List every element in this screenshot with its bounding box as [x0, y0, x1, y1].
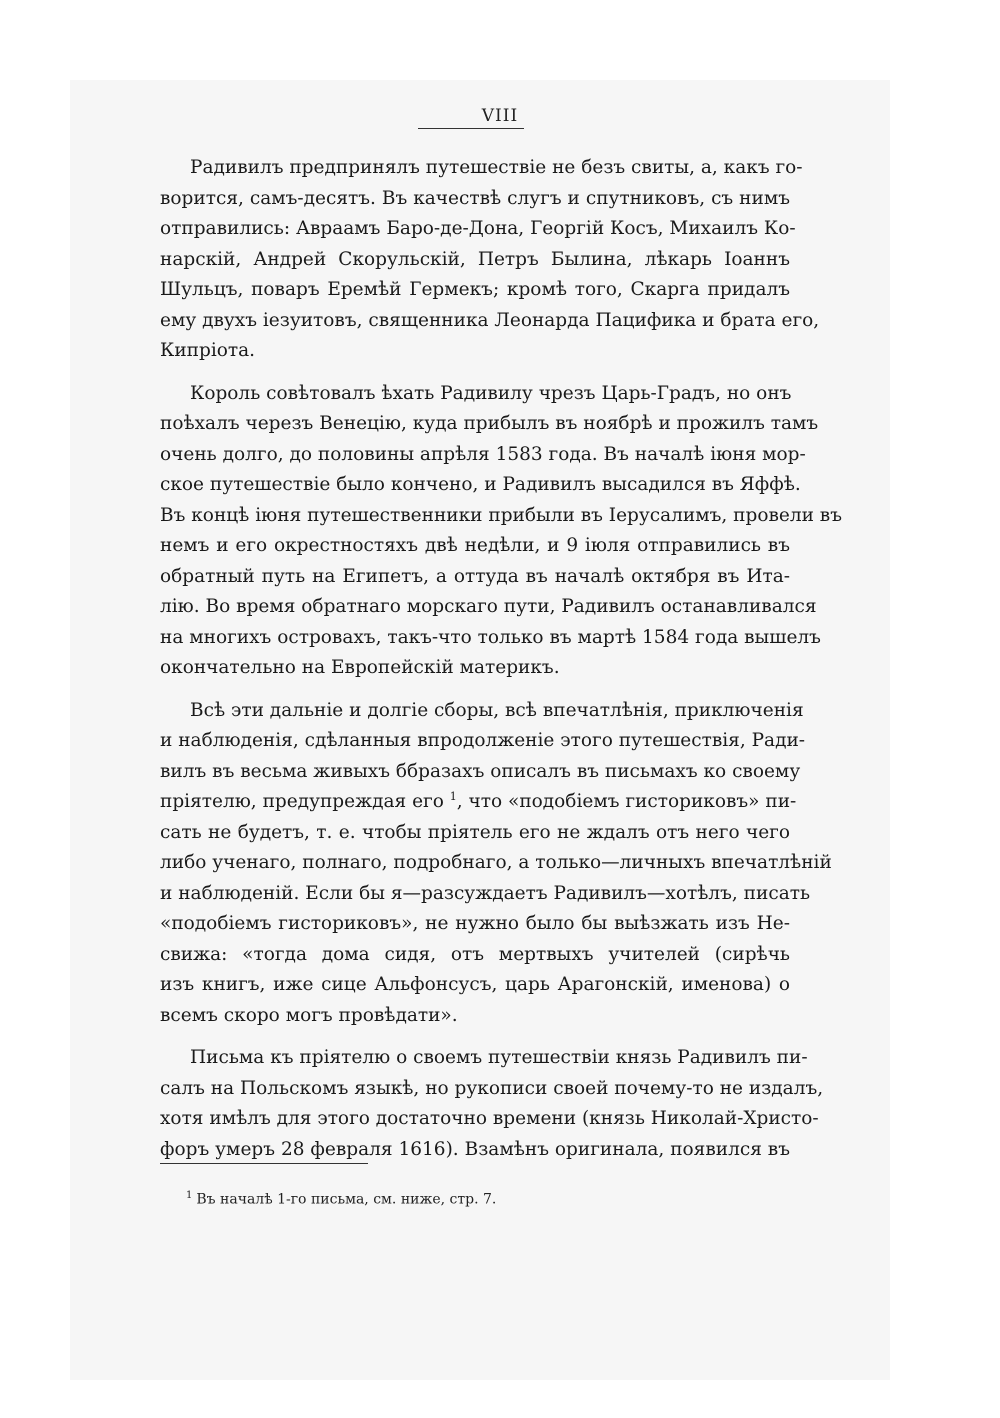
footnote-rule [160, 1163, 368, 1164]
text-line: вилъ въ весьма живыхъ ббразахъ описалъ въ письмахъ ко своему [160, 760, 801, 782]
text-line: Въ концѣ іюня путешественники прибыли въ Іерусалимъ, провели въ [160, 504, 842, 526]
text-line: отправились: Авраамъ Баро-де-Дона, Георгій Косъ, Михаилъ Ко- [160, 218, 796, 239]
paragraph-3 [160, 696, 832, 1032]
footnote [186, 1190, 496, 1208]
footnote-mark: 1 [186, 1190, 193, 1201]
text-line: обратный путь на Египетъ, а оттуда въ началѣ октября въ Ита- [160, 565, 790, 587]
text-line: либо ученаго, полнаго, подробнаго, а только—личныхъ впечатлѣній [160, 852, 832, 873]
text-line: и наблюденія, сдѣланныя впродолженіе этого путешествія, Ради- [160, 730, 806, 751]
text-line: форъ умеръ 28 февраля 1616). Взамѣнъ оригинала, появился въ [160, 1138, 790, 1160]
footnote-reference[interactable]: 1 [449, 789, 457, 803]
text-line: лію. Во время обратнаго морскаго пути, Радивилъ останавливался [160, 596, 817, 617]
paragraph-2 [160, 379, 842, 684]
text-line: и наблюденій. Если бы я—разсуждаетъ Радивилъ—хотѣлъ, писать [160, 882, 811, 904]
text-line: ское путешествіе было кончено, и Радивилъ высадился въ Яффѣ. [160, 474, 801, 495]
text-line: очень долго, до половины апрѣля 1583 года. Въ началѣ іюня мор- [160, 443, 806, 465]
body-text [160, 153, 842, 1165]
text-line: поѣхалъ черезъ Венецію, куда прибылъ въ ноябрѣ и прожилъ тамъ [160, 413, 819, 434]
text-line: ему двухъ іезуитовъ, священника Леонарда Пацифика и брата его, [160, 309, 820, 331]
text-line: нарскій, Андрей Скорульскій, Петръ Былина, лѣкарь Іоаннъ [160, 248, 790, 270]
footnote-text: Въ началѣ 1-го письма, см. ниже, стр. 7. [196, 1191, 497, 1208]
text-line: Кипріота. [160, 340, 256, 361]
paragraph-4 [160, 1043, 824, 1165]
text-line: всемъ скоро могъ провѣдати». [160, 1004, 458, 1026]
text-line: свижа: «тогда дома сидя, отъ мертвыхъ учителей (сирѣчь [160, 943, 790, 965]
text-fragment: , что «подобіемъ гисториковъ» пи- [456, 791, 797, 812]
text-line: на многихъ островахъ, такъ-что только въ мартѣ 1584 года вышелъ [160, 626, 821, 648]
text-line: ворится, самъ-десятъ. Въ качествѣ слугъ и спутниковъ, съ нимъ [160, 187, 790, 209]
text-line: «подобіемъ гисториковъ», не нужно было бы выѣзжать изъ Не- [160, 913, 790, 934]
text-line-with-footnote-ref [160, 787, 797, 818]
text-fragment: пріятелю, предупреждая его [160, 791, 444, 812]
text-line: хотя имѣлъ для этого достаточно времени (князь Николай-Христо- [160, 1108, 819, 1129]
header-rule [418, 128, 524, 129]
text-line: Всѣ эти дальніе и долгіе сборы, всѣ впечатлѣнія, приключенія [190, 699, 804, 721]
page-number-header: VIII [481, 106, 519, 126]
text-line: Письма къ пріятелю о своемъ путешествіи князь Радивилъ пи- [190, 1047, 808, 1068]
text-line: окончательно на Европейскій материкъ. [160, 657, 560, 678]
text-line: Король совѣтовалъ ѣхать Радивилу чрезъ Царь-Градъ, но онъ [190, 382, 792, 404]
text-line: салъ на Польскомъ языкѣ, но рукописи своей почему-то не издалъ, [160, 1077, 824, 1099]
text-line: сать не будетъ, т. е. чтобы пріятель его не ждалъ отъ него чего [160, 821, 790, 843]
text-line: Радивилъ предпринялъ путешествіе не безъ свиты, а, какъ го- [190, 157, 803, 178]
text-line: Шульцъ, поваръ Еремѣй Гермекъ; кромѣ того, Скарга придалъ [160, 279, 790, 300]
text-line: изъ книгъ, иже сице Альфонсусъ, царь Арагонскій, именова) о [160, 974, 790, 995]
text-line: немъ и его окрестностяхъ двѣ недѣли, и 9 іюля отправились въ [160, 535, 790, 556]
paragraph-1 [160, 153, 820, 367]
